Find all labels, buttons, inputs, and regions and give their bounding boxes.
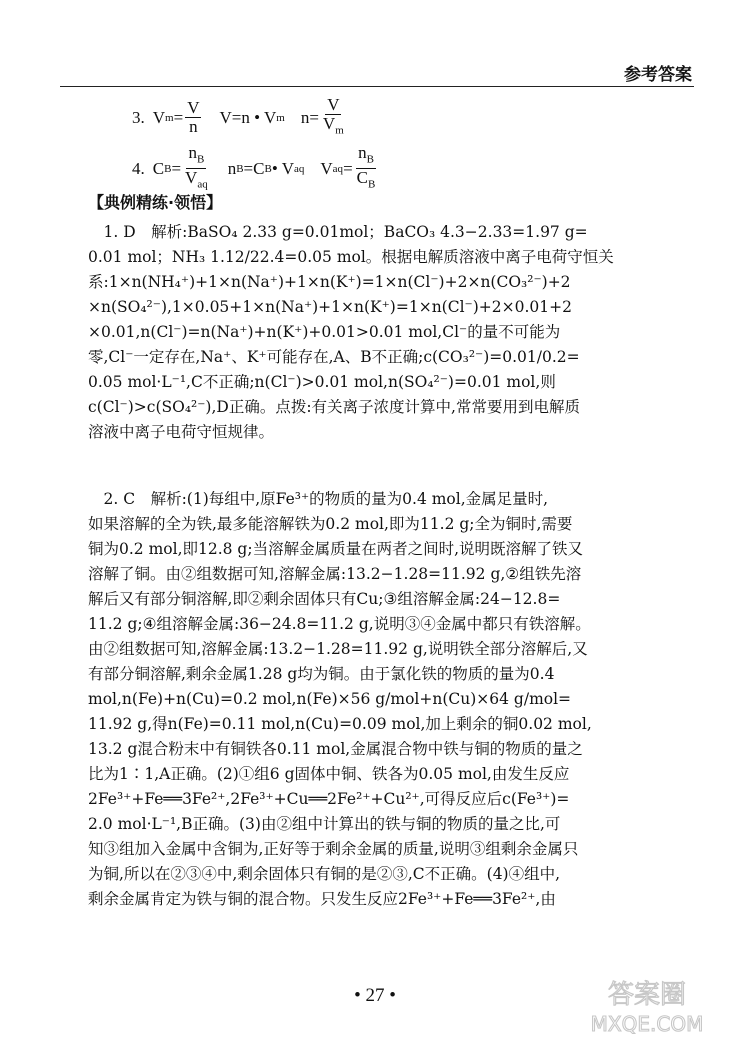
answer-1-line: 0.05 mol·L⁻¹,C不正确;n(Cl⁻)>0.01 mol,n(SO₄²⁻)=0.01 mol,则 xyxy=(88,373,556,391)
answer-2-line: 知③组加入金属中含铜为,正好等于剩余金属的质量,说明③组剩余金属只 xyxy=(88,840,579,858)
answer-2-line: 2Fe³⁺+Fe══3Fe²⁺,2Fe³⁺+Cu══2Fe²⁺+Cu²⁺,可得反应后c(Fe³⁺)= xyxy=(88,790,570,808)
formula-4-frac1 xyxy=(183,144,210,194)
formula-3-frac1-den: n xyxy=(189,117,198,137)
answer-1 xyxy=(88,220,696,445)
answer-1-line: 溶液中离子电荷守恒规律。 xyxy=(88,423,275,441)
formula-4-eq: = xyxy=(171,158,182,178)
formula-3-v-expr: V=n • V xyxy=(219,107,277,127)
formula-4-frac2-num xyxy=(356,144,376,169)
formula-4-frac1-num-sub: B xyxy=(196,153,205,166)
answer-2-line: 铜为0.2 mol,即12.8 g;当溶解金属质量在两者之间时,说明既溶解了铁又 xyxy=(88,540,584,558)
formula-3-frac1-num: V xyxy=(187,98,200,118)
formula-4-vaq-eq: = xyxy=(343,158,353,178)
formula-4-nb-rest-sub: B xyxy=(264,162,272,175)
header-divider xyxy=(60,86,694,87)
formula-3-v-sub: m xyxy=(276,111,285,124)
formula-4 xyxy=(132,144,379,194)
page-number: • 27 • xyxy=(354,985,396,1006)
formula-4-nb-rest: =C xyxy=(243,158,265,178)
formula-4-nb-tail-sub: aq xyxy=(294,162,305,175)
formula-4-frac2 xyxy=(355,144,378,194)
answer-1-line: 1. D 解析:BaSO₄ 2.33 g=0.01mol；BaCO₃ 4.3−2.33=1.97 g= xyxy=(88,223,588,241)
formula-3-vm-sub: m xyxy=(165,111,174,124)
answer-2-line: 13.2 g混合粉末中有铜铁各0.11 mol,金属混合物中铁与铜的物质的量之 xyxy=(88,740,583,758)
formula-3-vm: V xyxy=(152,107,166,127)
formula-4-frac2-den xyxy=(355,169,378,193)
formula-4-cb: C xyxy=(152,158,165,178)
formula-3 xyxy=(132,96,348,139)
section-title: 【典例精练·领悟】 xyxy=(88,193,223,212)
formula-4-frac2-den-c: C xyxy=(356,168,368,188)
formula-3-eq: = xyxy=(173,107,184,127)
formula-4-vaq-sub: aq xyxy=(332,162,344,175)
formula-3-frac2 xyxy=(321,96,346,139)
watermark-logo xyxy=(582,973,712,1037)
answer-2-line: 溶解了铜。由②组数据可知,溶解金属:13.2−1.28=11.92 g,②组铁先溶 xyxy=(88,565,582,583)
answer-2-line: 由②组数据可知,溶解金属:13.2−1.28=11.92 g,说明铁全部分溶解后,又 xyxy=(88,640,588,658)
formula-4-frac2-num-n: n xyxy=(358,143,367,162)
formula-4-frac2-den-sub: B xyxy=(368,178,376,191)
answer-2 xyxy=(88,487,696,912)
formula-3-frac2-num: V xyxy=(327,95,340,114)
formula-4-nb: n xyxy=(227,158,237,178)
formula-3-frac2-den-v: V xyxy=(322,114,336,133)
answer-2-line: 如果溶解的全为铁,最多能溶解铁为0.2 mol,即为11.2 g;全为铜时,需要 xyxy=(88,515,573,533)
formula-3-n-eq: n= xyxy=(300,107,319,127)
formula-4-cb-sub: B xyxy=(164,162,172,175)
formula-4-frac1-num-n: n xyxy=(188,143,197,162)
answer-2-line: 11.92 g,得n(Fe)=0.11 mol,n(Cu)=0.09 mol,加上剩余的铜0.02 mol, xyxy=(88,715,592,733)
answer-1-line: 0.01 mol；NH₃ 1.12/22.4=0.05 mol。根据电解质溶液中离子电荷守恒关 xyxy=(88,248,614,266)
formula-4-frac1-num xyxy=(186,144,206,169)
answer-2-line: 比为1∶1,A正确。(2)①组6 g固体中铜、铁各为0.05 mol,由发生反应 xyxy=(88,765,570,783)
answer-1-line: c(Cl⁻)>c(SO₄²⁻),D正确。点拨:有关离子浓度计算中,常常要用到电解质 xyxy=(88,398,580,416)
answer-2-line: 2. C 解析:(1)每组中,原Fe³⁺的物质的量为0.4 mol,金属足量时, xyxy=(88,490,549,508)
formula-4-label: 4. xyxy=(132,158,145,178)
formula-4-frac1-den-sub: aq xyxy=(197,178,208,191)
answer-2-line: 2.0 mol·L⁻¹,B正确。(3)由②组中计算出的铁与铜的物质的量之比,可 xyxy=(88,815,561,833)
formula-3-frac2-den xyxy=(321,115,346,139)
answer-1-line: ×n(SO₄²⁻),1×0.05+1×n(Na⁺)+1×n(K⁺)=1×n(Cl⁻)+2×0.01+2 xyxy=(88,298,572,316)
watermark-line2: MXQE.COM xyxy=(590,1012,704,1036)
answer-2-line: 为铜,所以在②③④中,剩余固体只有铜的是②③,C不正确。(4)④组中, xyxy=(88,865,561,883)
formula-4-nb-sub: B xyxy=(236,162,244,175)
answer-2-line: 剩余金属肯定为铁与铜的混合物。只发生反应2Fe³⁺+Fe══3Fe²⁺,由 xyxy=(88,890,556,908)
formula-4-vaq: V xyxy=(320,158,333,178)
page-header-title: 参考答案 xyxy=(624,65,692,85)
formula-3-frac2-den-sub: m xyxy=(335,124,344,137)
formula-4-frac2-num-sub: B xyxy=(366,153,374,166)
watermark-line1: 答案圈 xyxy=(607,980,687,1010)
answer-1-line: ×0.01,n(Cl⁻)=n(Na⁺)+n(K⁺)+0.01>0.01 mol,Cl⁻的量不可能为 xyxy=(88,323,561,341)
formula-3-label: 3. xyxy=(132,107,145,127)
answer-2-line: 解后又有部分铜溶解,即②剩余固体只有Cu;③组溶解金属:24−12.8= xyxy=(88,590,561,608)
answer-2-line: mol,n(Fe)+n(Cu)=0.2 mol,n(Fe)×56 g/mol+n(Cu)×64 g/mol= xyxy=(88,690,572,708)
answer-2-line: 有部分铜溶解,剩余金属1.28 g均为铜。由于氯化铁的物质的量为0.4 xyxy=(88,665,555,683)
answer-1-line: 零,Cl⁻一定存在,Na⁺、K⁺可能存在,A、B不正确;c(CO₃²⁻)=0.01/0.2= xyxy=(88,348,580,366)
formula-4-frac1-den-v: V xyxy=(185,168,198,188)
formula-3-frac1 xyxy=(185,99,201,136)
answer-2-line: 11.2 g;④组溶解金属:36−24.8=11.2 g,说明③④金属中都只有铁溶解。 xyxy=(88,615,591,633)
formula-4-nb-tail: • V xyxy=(271,158,294,178)
answer-1-line: 系:1×n(NH₄⁺)+1×n(Na⁺)+1×n(K⁺)=1×n(Cl⁻)+2×n(CO₃²⁻)+2 xyxy=(88,273,571,291)
